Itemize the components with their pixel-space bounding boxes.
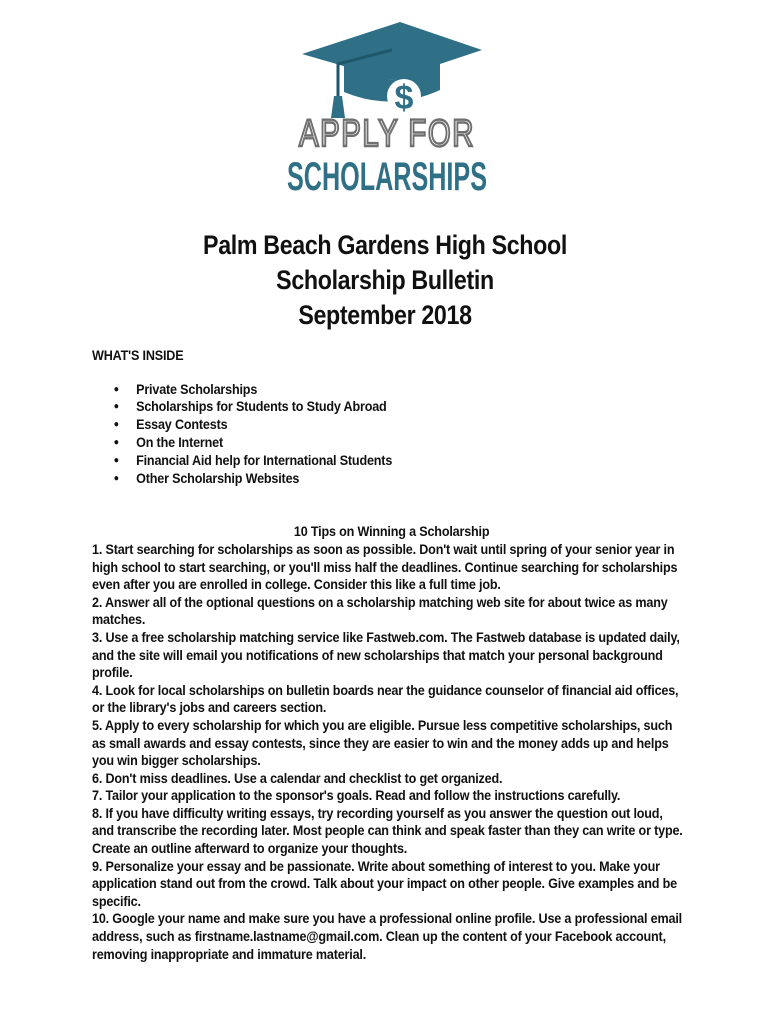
tip-item: 1. Start searching for scholarships as soon as possible. Don't wait until spring of your senior year in high school to start searching, or you'll miss half the deadlines. Continue searching for scholarships even after you are enrolled in college. Consider this like a full time job. [92, 540, 678, 593]
tip-item: 4. Look for local scholarships on bulletin boards near the guidance counselor of financial aid offices, or the library's jobs and careers section. [92, 681, 679, 716]
bullet-icon: ● [113, 383, 119, 395]
tips-heading [92, 523, 692, 541]
tip-item: 9. Personalize your essay and be passionate. Write about something of interest to you. Make your application stand out from the crowd. Talk about your impact on other people. Give examples and be specific. [92, 857, 677, 909]
list-item-label: Private Scholarships [136, 380, 258, 397]
graduation-cap-icon [302, 22, 482, 118]
list-item [92, 381, 686, 399]
bulletin-date: September 2018 [298, 300, 472, 330]
bulletin-name: Scholarship Bulletin [276, 265, 494, 295]
tip-item: 8. If you have difficulty writing essays, try recording yourself as you answer the question out loud, and transcribe the recording later. Most people can think and speak faster than they can write or type. Create an outline afterward to organize your thoughts. [92, 804, 683, 857]
whats-inside-heading: WHAT'S INSIDE [92, 347, 184, 363]
list-item-label: On the Internet [136, 433, 224, 450]
list-item-label: Other Scholarship Websites [136, 469, 300, 486]
bulletin-title [54, 228, 716, 333]
tip-item: 5. Apply to every scholarship for which you are eligible. Pursue less competitive scholarships, such as small awards and essay contests, since they are easier to win and the money adds up and helps you win bigger scholarships. [92, 716, 673, 769]
tips-heading-text: 10 Tips on Winning a Scholarship [294, 523, 490, 540]
bullet-icon: ● [113, 472, 119, 484]
tip-item: 7. Tailor your application to the sponsor's goals. Read and follow the instructions carefully. [92, 787, 621, 804]
bullet-icon: ● [113, 454, 119, 466]
list-item-label: Financial Aid help for International Students [136, 451, 393, 468]
bullet-icon: ● [113, 401, 119, 413]
bullet-icon: ● [113, 419, 119, 431]
list-item-label: Scholarships for Students to Study Abroad [136, 398, 387, 415]
logo-line-apply-for: APPLY FOR [299, 113, 475, 155]
list-item [92, 434, 686, 452]
bullet-icon: ● [113, 436, 119, 448]
tips-list [92, 541, 686, 963]
bulletin-content [92, 347, 692, 963]
dollar-sign: $ [394, 79, 414, 117]
tip-item: 3. Use a free scholarship matching service like Fastweb.com. The Fastweb database is updated daily, and the site will email you notifications of new scholarships that match your personal background profile. [92, 628, 680, 681]
list-item-label: Essay Contests [136, 416, 228, 433]
logo-line-scholarships: SCHOLARSHIPS [287, 155, 487, 199]
tip-item: 2. Answer all of the optional questions on a scholarship matching web site for about twice as many matches. [92, 593, 668, 628]
whats-inside-list [92, 381, 686, 488]
list-item [92, 470, 686, 488]
tip-item: 10. Google your name and make sure you have a professional online profile. Use a professional email address, such as firstname.lastname@gmail.com. Clean up the content of your Facebook account, removing inappropriate and immature material. [92, 910, 682, 962]
school-name: Palm Beach Gardens High School [203, 230, 567, 260]
tip-item: 6. Don't miss deadlines. Use a calendar and checklist to get organized. [92, 769, 503, 786]
list-item [92, 398, 686, 416]
list-item [92, 416, 686, 434]
list-item [92, 452, 686, 470]
apply-for-scholarships-logo [282, 20, 492, 198]
